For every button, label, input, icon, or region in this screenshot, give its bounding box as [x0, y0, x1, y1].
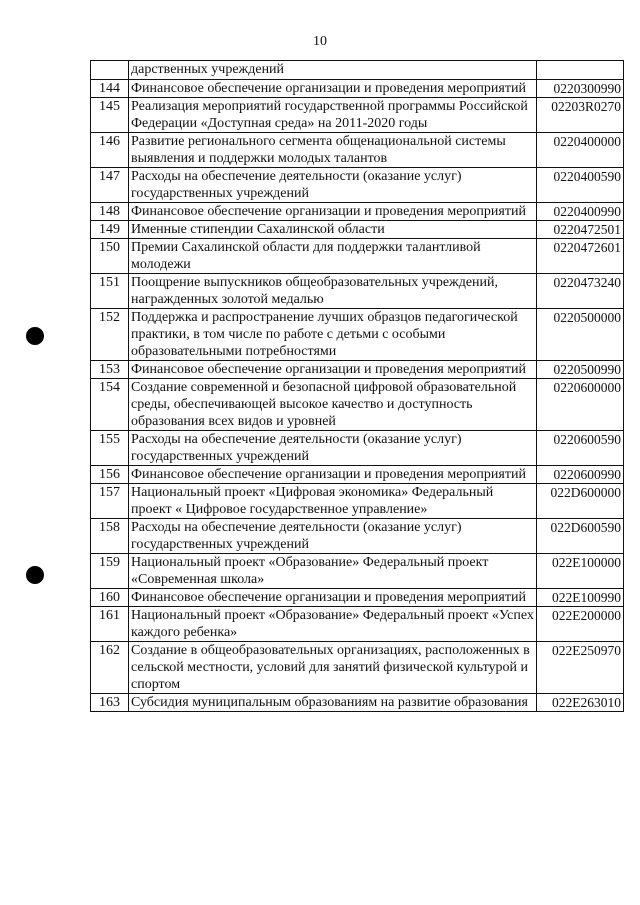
table-row [91, 379, 624, 431]
row-code-cell: 0220400000 [537, 133, 624, 168]
row-name-cell: Создание современной и безопасной цифровой образовательной среды, обеспечивающей высокое качество и доступность образования всех видов и уровней [129, 379, 537, 431]
table-row [91, 484, 624, 519]
row-number-cell: 151 [91, 274, 129, 309]
page-number: 10 [313, 34, 327, 49]
row-number-cell: 153 [91, 361, 129, 379]
row-code-cell: 0220473240 [537, 274, 624, 309]
table-row-continuation [91, 61, 624, 80]
row-name-cell: Национальный проект «Образование» Федеральный проект «Современная школа» [129, 554, 537, 589]
punch-hole-mark [26, 566, 44, 584]
row-code-cell: 022E263010 [537, 694, 624, 712]
row-code-cell: 0220500990 [537, 361, 624, 379]
table-row [91, 80, 624, 98]
row-code-cell: 0220472501 [537, 221, 624, 239]
table-row [91, 431, 624, 466]
row-code-cell: 0220400590 [537, 168, 624, 203]
table-row [91, 98, 624, 133]
row-code-cell: 0220400990 [537, 203, 624, 221]
row-name-cell: Поддержка и распространение лучших образцов педагогической практики, в том числе по работе с детьми с особыми образовательными потребностями [129, 309, 537, 361]
row-code-cell: 022E250970 [537, 642, 624, 694]
row-code-cell: 022D600590 [537, 519, 624, 554]
table-row [91, 274, 624, 309]
table-row [91, 168, 624, 203]
row-number-cell: 161 [91, 607, 129, 642]
table-row [91, 694, 624, 712]
row-number-cell: 147 [91, 168, 129, 203]
table-row [91, 203, 624, 221]
punch-hole-mark [26, 327, 44, 345]
row-name-cell: дарственных учреждений [129, 61, 537, 80]
row-name-cell: Премии Сахалинской области для поддержки талантливой молодежи [129, 239, 537, 274]
table-row [91, 589, 624, 607]
row-number-cell: 150 [91, 239, 129, 274]
row-code-cell: 022E100990 [537, 589, 624, 607]
row-number-cell: 149 [91, 221, 129, 239]
row-number-cell: 160 [91, 589, 129, 607]
row-code-cell: 0220472601 [537, 239, 624, 274]
row-code-cell: 0220300990 [537, 80, 624, 98]
row-name-cell: Создание в общеобразовательных организациях, расположенных в сельской местности, условий для занятий физической культурой и спортом [129, 642, 537, 694]
row-number-cell: 163 [91, 694, 129, 712]
row-number-cell [91, 61, 129, 80]
row-name-cell: Финансовое обеспечение организации и проведения мероприятий [129, 361, 537, 379]
row-name-cell: Поощрение выпускников общеобразовательных учреждений, награжденных золотой медалью [129, 274, 537, 309]
table-row [91, 554, 624, 589]
table-row [91, 361, 624, 379]
budget-classification-table [90, 60, 624, 712]
row-code-cell: 02203R0270 [537, 98, 624, 133]
row-number-cell: 156 [91, 466, 129, 484]
row-name-cell: Финансовое обеспечение организации и проведения мероприятий [129, 80, 537, 98]
row-name-cell: Национальный проект «Цифровая экономика» Федеральный проект « Цифровое государственное управление» [129, 484, 537, 519]
row-name-cell: Финансовое обеспечение организации и проведения мероприятий [129, 203, 537, 221]
row-code-cell: 0220600590 [537, 431, 624, 466]
row-number-cell: 152 [91, 309, 129, 361]
table-row [91, 519, 624, 554]
row-number-cell: 157 [91, 484, 129, 519]
table-body [91, 61, 624, 712]
row-name-cell: Развитие регионального сегмента общенациональной системы выявления и поддержки молодых талантов [129, 133, 537, 168]
table-row [91, 309, 624, 361]
row-code-cell: 022E200000 [537, 607, 624, 642]
row-code-cell: 0220600000 [537, 379, 624, 431]
row-number-cell: 158 [91, 519, 129, 554]
row-number-cell: 148 [91, 203, 129, 221]
row-number-cell: 154 [91, 379, 129, 431]
row-name-cell: Расходы на обеспечение деятельности (оказание услуг) государственных учреждений [129, 168, 537, 203]
row-name-cell: Финансовое обеспечение организации и проведения мероприятий [129, 589, 537, 607]
row-name-cell: Реализация мероприятий государственной программы Российской Федерации «Доступная среда» на 2011-2020 годы [129, 98, 537, 133]
row-number-cell: 162 [91, 642, 129, 694]
row-code-cell: 022D600000 [537, 484, 624, 519]
row-number-cell: 144 [91, 80, 129, 98]
row-number-cell: 145 [91, 98, 129, 133]
table-row [91, 607, 624, 642]
row-number-cell: 146 [91, 133, 129, 168]
row-name-cell: Финансовое обеспечение организации и проведения мероприятий [129, 466, 537, 484]
row-number-cell: 159 [91, 554, 129, 589]
row-name-cell: Расходы на обеспечение деятельности (оказание услуг) государственных учреждений [129, 519, 537, 554]
table-row [91, 239, 624, 274]
row-code-cell: 0220500000 [537, 309, 624, 361]
table-row [91, 133, 624, 168]
row-name-cell: Национальный проект «Образование» Федеральный проект «Успех каждого ребенка» [129, 607, 537, 642]
row-code-cell [537, 61, 624, 80]
row-code-cell: 022E100000 [537, 554, 624, 589]
table-row [91, 642, 624, 694]
row-number-cell: 155 [91, 431, 129, 466]
row-name-cell: Расходы на обеспечение деятельности (оказание услуг) государственных учреждений [129, 431, 537, 466]
table-row [91, 221, 624, 239]
row-code-cell: 0220600990 [537, 466, 624, 484]
table-row [91, 466, 624, 484]
row-name-cell: Субсидия муниципальным образованиям на развитие образования [129, 694, 537, 712]
row-name-cell: Именные стипендии Сахалинской области [129, 221, 537, 239]
